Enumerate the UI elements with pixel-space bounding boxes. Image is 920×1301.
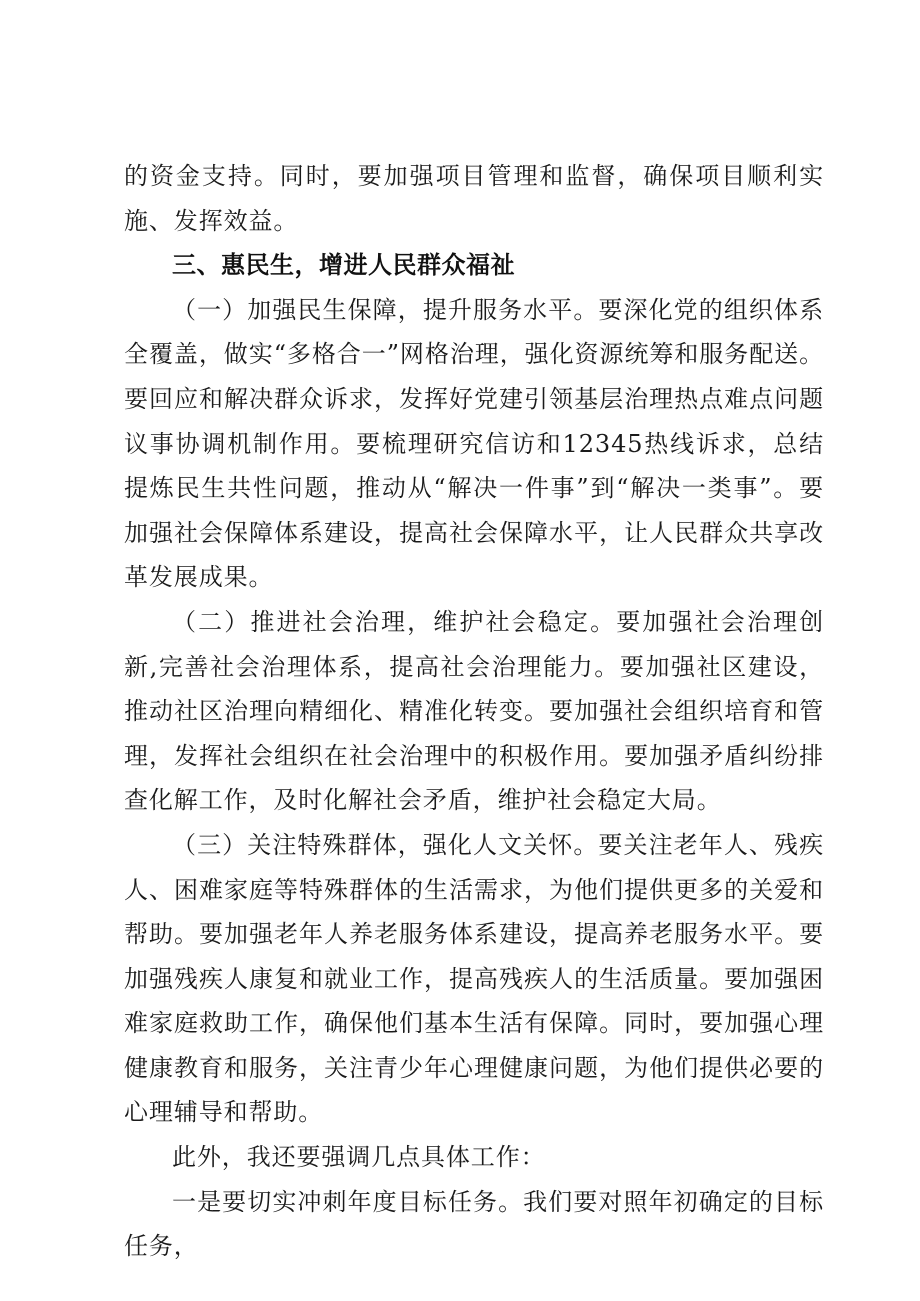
- paragraph-annual-targets: 一是要切实冲刺年度目标任务。我们要对照年初确定的目标任务，: [124, 1187, 824, 1261]
- paragraph-continuation: 的资金支持。同时，要加强项目管理和监督，确保项目顺利实施、发挥效益。: [124, 162, 824, 235]
- paragraph-special-groups: （三）关注特殊群体，强化人文关怀。要关注老年人、残疾人、困难家庭等特殊群体的生活需求，为他们提供更多的关爱和帮助。要加强老年人养老服务体系建设，提高养老服务水平。要加强残疾人康复和就业工作，提高残疾人的生活质量。要加强困难家庭救助工作，确保他们基本生活有保障。同时，要加强心理健康教育和服务，关注青少年心理健康问题，为他们提供必要的心理辅导和帮助。: [124, 830, 824, 1127]
- paragraph-additional-notes: 此外，我还要强调几点具体工作：: [172, 1143, 546, 1172]
- document-body: [124, 154, 824, 1269]
- paragraph-livelihood-security: （一）加强民生保障，提升服务水平。要深化党的组织体系全覆盖，做实“多格合一”网格治理，强化资源统筹和服务配送。要回应和解决群众诉求，发挥好党建引领基层治理热点难点问题议事协调机制作用。要梳理研究信访和12345热线诉求，总结提炼民生共性问题，推动从“解决一件事”到“解决一类事”。要加强社会保障体系建设，提高社会保障水平，让人民群众共享改革发展成果。: [124, 295, 824, 592]
- section-heading: 三、惠民生，增进人民群众福祉: [172, 251, 515, 280]
- paragraph-social-governance: （二）推进社会治理，维护社会稳定。要加强社会治理创新,完善社会治理体系，提高社会治理能力。要加强社区建设，推动社区治理向精细化、精准化转变。要加强社会组织培育和管理，发挥社会组织在社会治理中的积极作用。要加强矛盾纠纷排查化解工作，及时化解社会矛盾，维护社会稳定大局。: [124, 607, 824, 815]
